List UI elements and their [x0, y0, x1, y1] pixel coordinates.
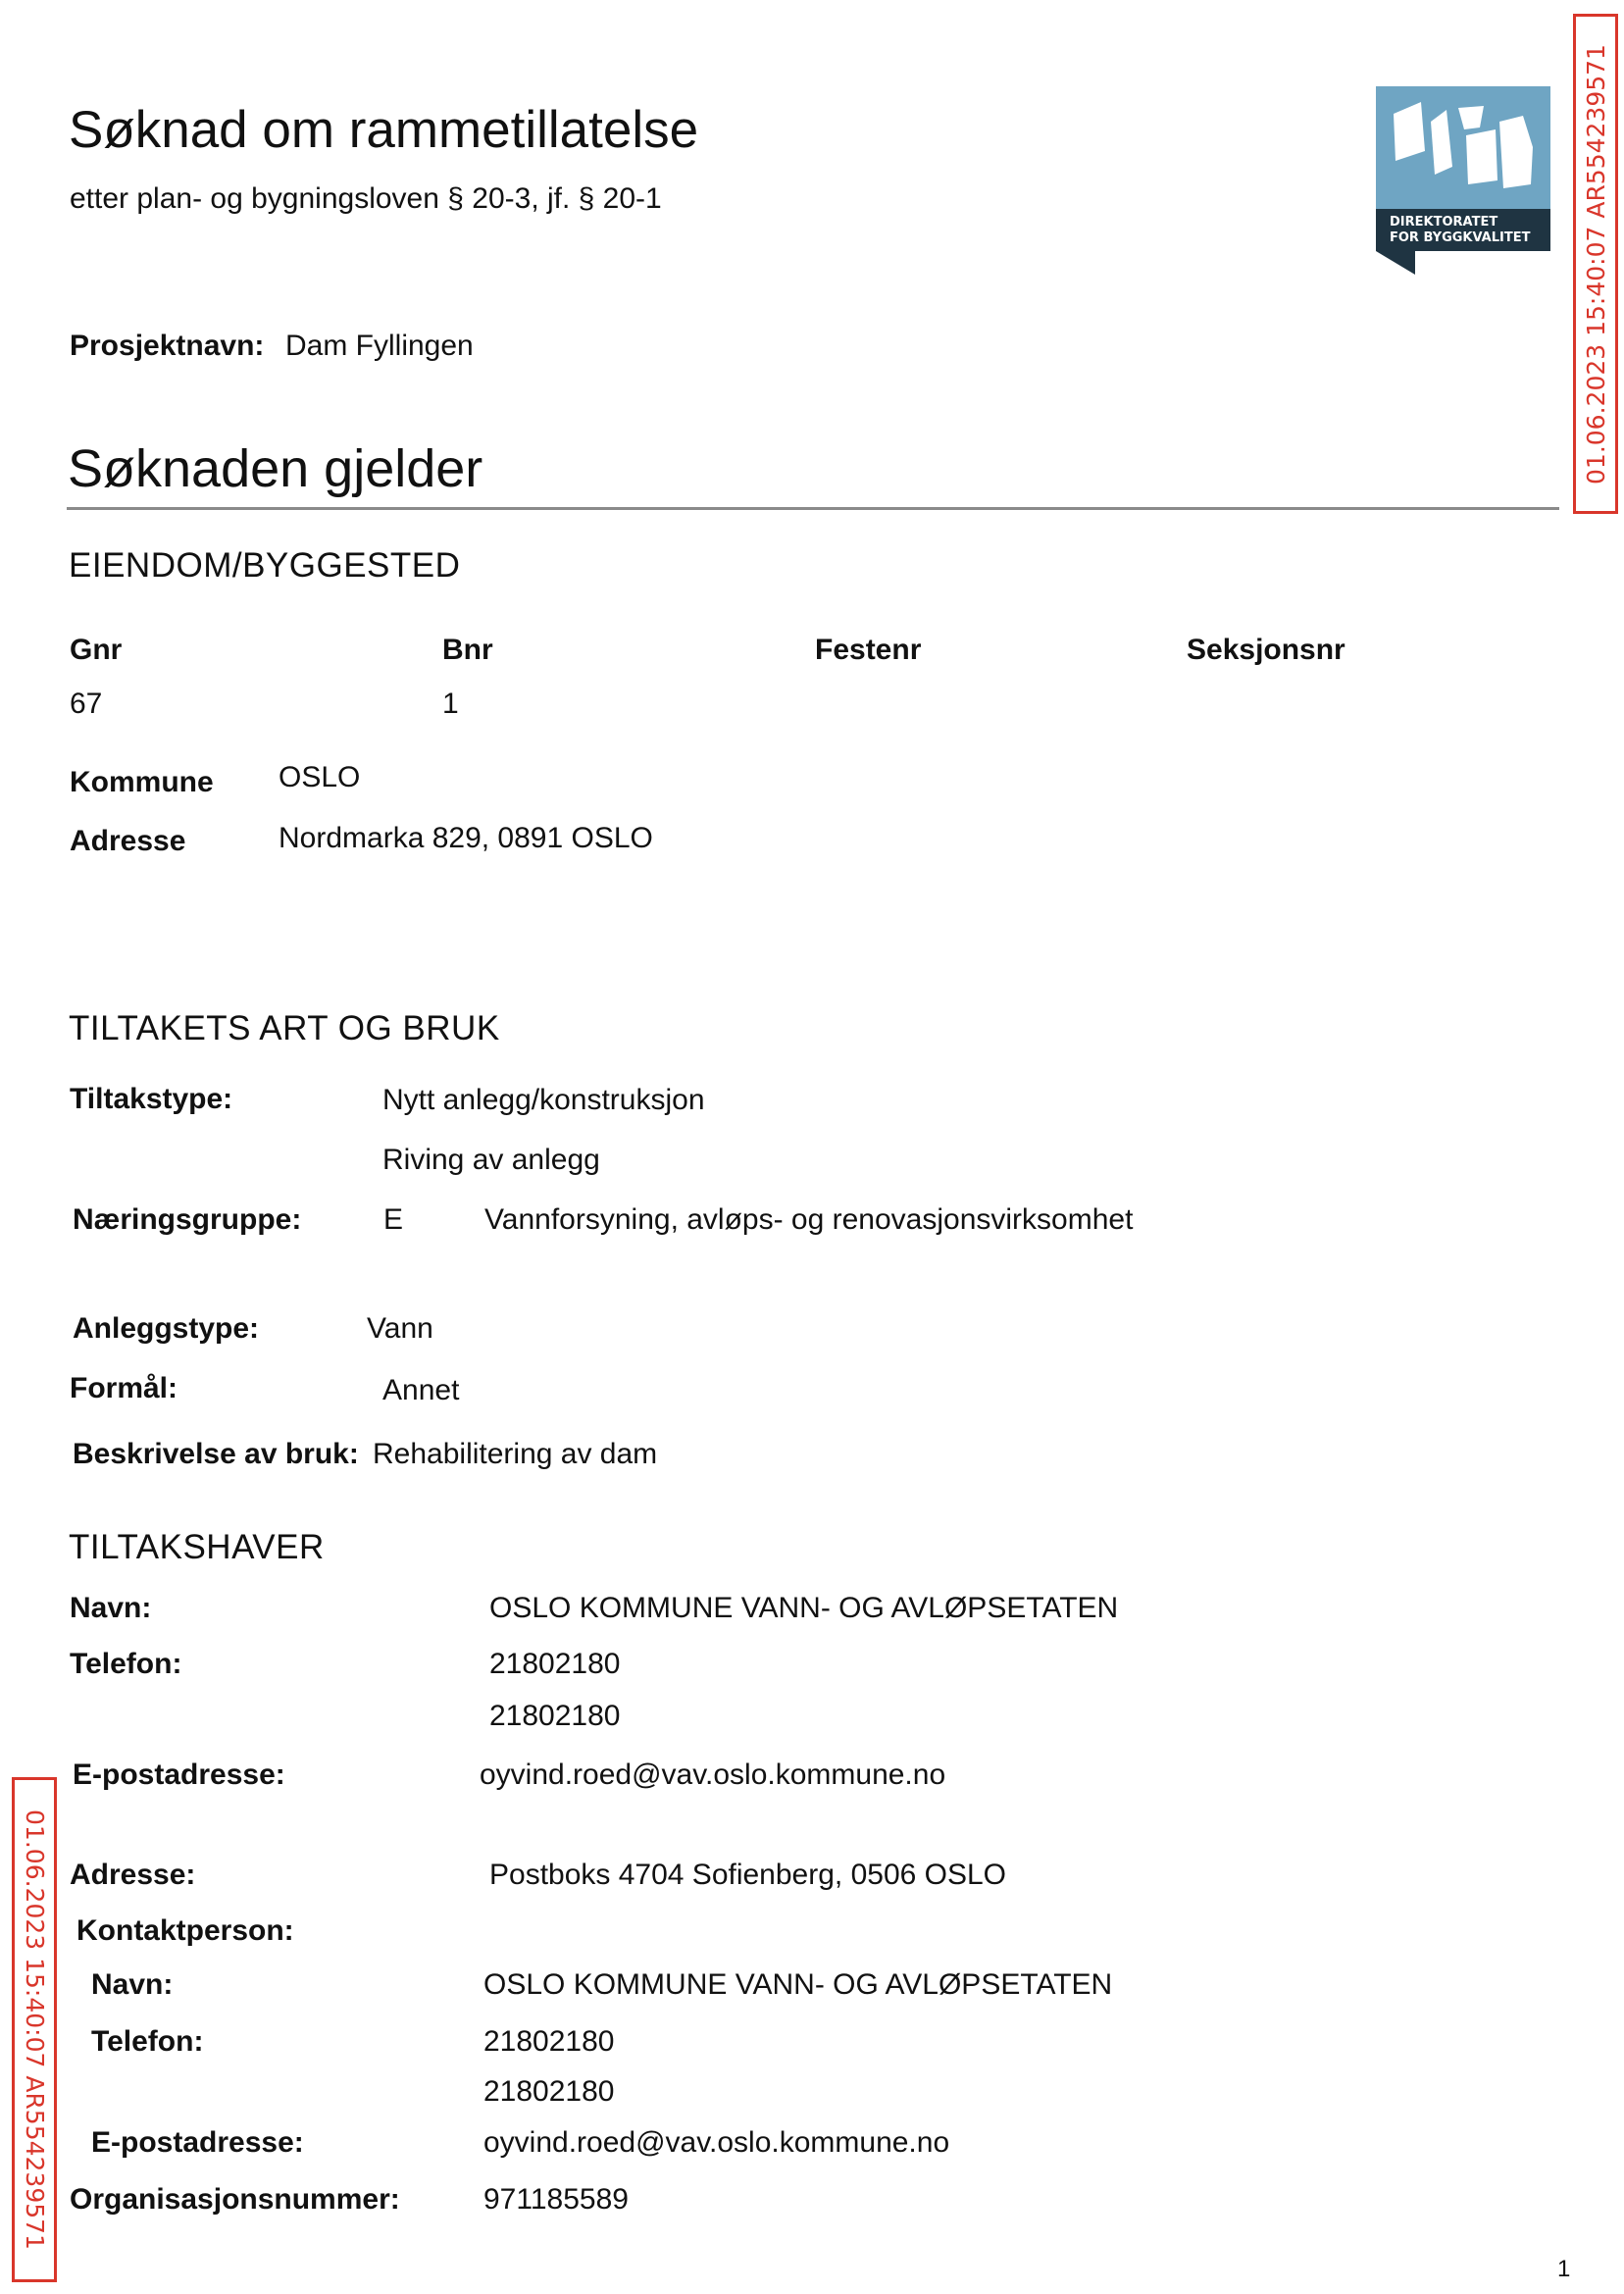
anleggstype-label: Anleggstype: — [73, 1312, 260, 1345]
beskrivelse-value: Rehabilitering av dam — [373, 1438, 658, 1470]
document-title: Søknad om rammetillatelse — [69, 101, 699, 159]
tiltakstype-value-1: Nytt anlegg/konstruksjon — [382, 1084, 705, 1116]
formal-value: Annet — [382, 1374, 460, 1406]
beskrivelse-label: Beskrivelse av bruk: — [73, 1438, 359, 1470]
seksjonsnr-label: Seksjonsnr — [1187, 634, 1345, 666]
property-address-value: Nordmarka 829, 0891 OSLO — [279, 822, 653, 854]
page-number: 1 — [1557, 2256, 1571, 2282]
tiltakstype-label: Tiltakstype: — [70, 1083, 233, 1115]
owner-name-value: OSLO KOMMUNE VANN- OG AVLØPSETATEN — [489, 1592, 1119, 1624]
owner-phone-value-1: 21802180 — [489, 1648, 621, 1680]
dibk-logo — [1376, 86, 1550, 275]
tiltakshaver-heading: TILTAKSHAVER — [69, 1528, 325, 1566]
kommune-value: OSLO — [279, 761, 361, 793]
logo-line2: FOR BYGGKVALITET — [1390, 230, 1531, 245]
formal-label: Formål: — [70, 1372, 178, 1404]
festenr-label: Festenr — [815, 634, 922, 666]
receipt-stamp-top: 01.06.2023 15:40:07 AR554239571 — [1573, 14, 1618, 514]
bnr-value: 1 — [442, 688, 459, 720]
gnr-label: Gnr — [70, 634, 123, 666]
contact-phone-value-2: 21802180 — [483, 2075, 615, 2108]
gnr-value: 67 — [70, 688, 103, 720]
anleggstype-value: Vann — [367, 1312, 433, 1345]
bnr-label: Bnr — [442, 634, 493, 666]
project-label: Prosjektnavn: — [70, 330, 265, 362]
owner-phone-value-2: 21802180 — [489, 1700, 621, 1732]
receipt-stamp-bottom: 01.06.2023 15:40:07 AR554239571 — [12, 1777, 57, 2282]
property-heading: EIENDOM/BYGGESTED — [69, 546, 461, 585]
kommune-label: Kommune — [70, 766, 214, 798]
contact-email-label: E-postadresse: — [91, 2126, 304, 2159]
owner-address-value: Postboks 4704 Sofienberg, 0506 OSLO — [489, 1859, 1007, 1891]
owner-address-label: Adresse: — [70, 1859, 196, 1891]
orgnr-label: Organisasjonsnummer: — [70, 2183, 400, 2216]
property-address-label: Adresse — [70, 825, 186, 857]
naeringsgruppe-label: Næringsgruppe: — [73, 1203, 302, 1236]
project-value: Dam Fyllingen — [285, 330, 474, 362]
contact-person-label: Kontaktperson: — [76, 1914, 294, 1947]
contact-name-value: OSLO KOMMUNE VANN- OG AVLØPSETATEN — [483, 1968, 1113, 2001]
tiltakstype-value-2: Riving av anlegg — [382, 1144, 600, 1176]
contact-name-label: Navn: — [91, 1968, 174, 2001]
contact-email-value: oyvind.roed@vav.oslo.kommune.no — [483, 2126, 950, 2159]
naeringsgruppe-code: E — [383, 1203, 404, 1236]
tiltak-heading: TILTAKETS ART OG BRUK — [69, 1009, 500, 1047]
owner-name-label: Navn: — [70, 1592, 152, 1624]
naeringsgruppe-value: Vannforsyning, avløps- og renovasjonsvirksomhet — [484, 1203, 1134, 1236]
document-subtitle: etter plan- og bygningsloven § 20-3, jf. § 20-1 — [70, 182, 662, 215]
logo-line1: DIREKTORATET — [1390, 215, 1498, 229]
section-divider — [67, 507, 1559, 510]
contact-phone-label: Telefon: — [91, 2025, 204, 2058]
owner-phone-label: Telefon: — [70, 1648, 182, 1680]
section-title: Søknaden gjelder — [68, 439, 483, 498]
owner-email-label: E-postadresse: — [73, 1759, 285, 1791]
orgnr-value: 971185589 — [483, 2183, 629, 2216]
owner-email-value: oyvind.roed@vav.oslo.kommune.no — [480, 1759, 946, 1791]
contact-phone-value-1: 21802180 — [483, 2025, 615, 2058]
